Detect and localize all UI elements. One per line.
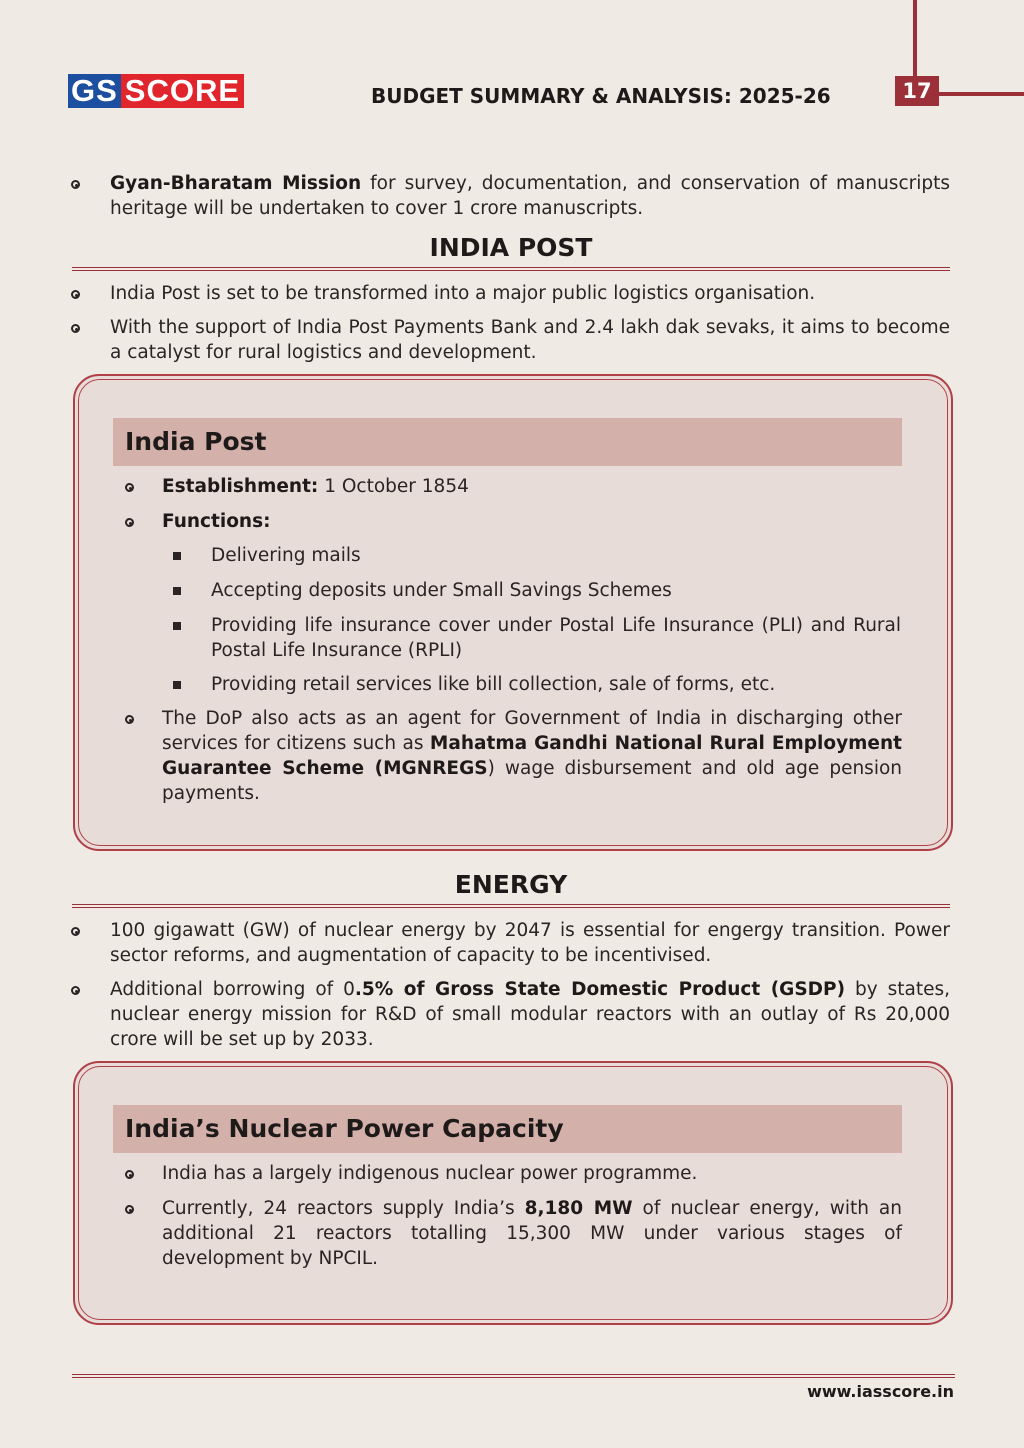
nuclear-point-1: India has a largely indigenous nuclear power programme. [162, 1163, 698, 1184]
india-post-box-title: India Post [113, 418, 902, 466]
india-post-point-2: With the support of India Post Payments Bank and 2.4 lakh dak sevaks, it aims to become a catalyst for rural logistics and development. [110, 317, 950, 363]
gyan-bharatam-bold: Gyan-Bharatam Mission [110, 173, 362, 194]
energy-point-2 [110, 977, 950, 1052]
function-item: Providing retail services like bill collection, sale of forms, etc. [211, 674, 776, 695]
establishment-value: 1 October 1854 [318, 476, 469, 497]
section-divider [72, 904, 950, 908]
dop-text-post: ) wage disbursement and old age pension payments. [162, 758, 902, 804]
logo-score-text: SCORE [121, 74, 244, 108]
bullet-icon [71, 324, 80, 333]
bullet-icon [71, 927, 80, 936]
function-item: Delivering mails [211, 545, 361, 566]
dop-agent-paragraph [162, 706, 902, 806]
capacity-bold: 8,180 MW [524, 1198, 633, 1219]
gsdp-bold: .5% of Gross State Domestic Product (GSDP) [354, 979, 846, 1000]
energy-heading: ENERGY [454, 870, 568, 899]
energy-point-2-pre: Additional borrowing of 0 [110, 979, 355, 1000]
dop-text-pre: The DoP also acts as an agent for Government of India in discharging other services for citizens such as [162, 708, 902, 754]
energy-point-2-post: by states, nuclear energy mission for R&D of small modular reactors with an outlay of Rs 20,000 crore will be set up by 2033. [110, 979, 950, 1050]
bullet-icon [71, 986, 80, 995]
bullet-icon [125, 715, 134, 724]
nuclear-box-title: India’s Nuclear Power Capacity [113, 1105, 902, 1153]
square-bullet-icon [173, 622, 181, 630]
function-item: Providing life insurance cover under Postal Life Insurance (PLI) and Rural Postal Life Insurance (RPLI) [211, 615, 901, 661]
footer-website-link[interactable]: www.iasscore.in [807, 1382, 954, 1401]
page-number: 17 [895, 76, 939, 106]
gs-score-logo [68, 74, 244, 108]
gyan-bharatam-text: for survey, documentation, and conservation of manuscripts heritage will be undertaken to cover 1 crore manuscripts. [110, 173, 950, 219]
header-title: BUDGET SUMMARY & ANALYSIS: 2025-26 [371, 84, 831, 108]
bullet-icon [71, 290, 80, 299]
india-post-point-1: India Post is set to be transformed into a major public logistics organisation. [110, 283, 816, 304]
function-item: Accepting deposits under Small Savings Schemes [211, 580, 672, 601]
section-divider [72, 267, 950, 271]
bullet-icon [125, 518, 134, 527]
gyan-bharatam-paragraph [110, 171, 950, 221]
logo-gs-text: GS [68, 74, 121, 108]
establishment-label: Establishment: [162, 476, 319, 497]
establishment-line [162, 474, 902, 499]
india-post-heading: INDIA POST [429, 233, 593, 262]
energy-point-1: 100 gigawatt (GW) of nuclear energy by 2047 is essential for engergy transition. Power sector reforms, and augmentation of capacity to be incentivised. [110, 920, 950, 966]
functions-label [162, 509, 902, 534]
square-bullet-icon [173, 587, 181, 595]
nuclear-capacity-info-box [73, 1061, 953, 1325]
footer-divider [72, 1374, 955, 1378]
bullet-icon [125, 483, 134, 492]
nuclear-point-2-pre: Currently, 24 reactors supply India’s [162, 1198, 525, 1219]
square-bullet-icon [173, 681, 181, 689]
mgnregs-bold: Mahatma Gandhi National Rural Employment Guarantee Scheme (MGNREGS [162, 733, 902, 779]
square-bullet-icon [173, 552, 181, 560]
bullet-icon [125, 1170, 134, 1179]
bullet-icon [71, 180, 80, 189]
bullet-icon [125, 1205, 134, 1214]
nuclear-point-2 [162, 1196, 902, 1271]
nuclear-point-2-post: of nuclear energy, with an additional 21 reactors totalling 15,300 MW under various stages of development by NPCIL. [162, 1198, 902, 1269]
functions-label-text: Functions: [162, 511, 271, 532]
